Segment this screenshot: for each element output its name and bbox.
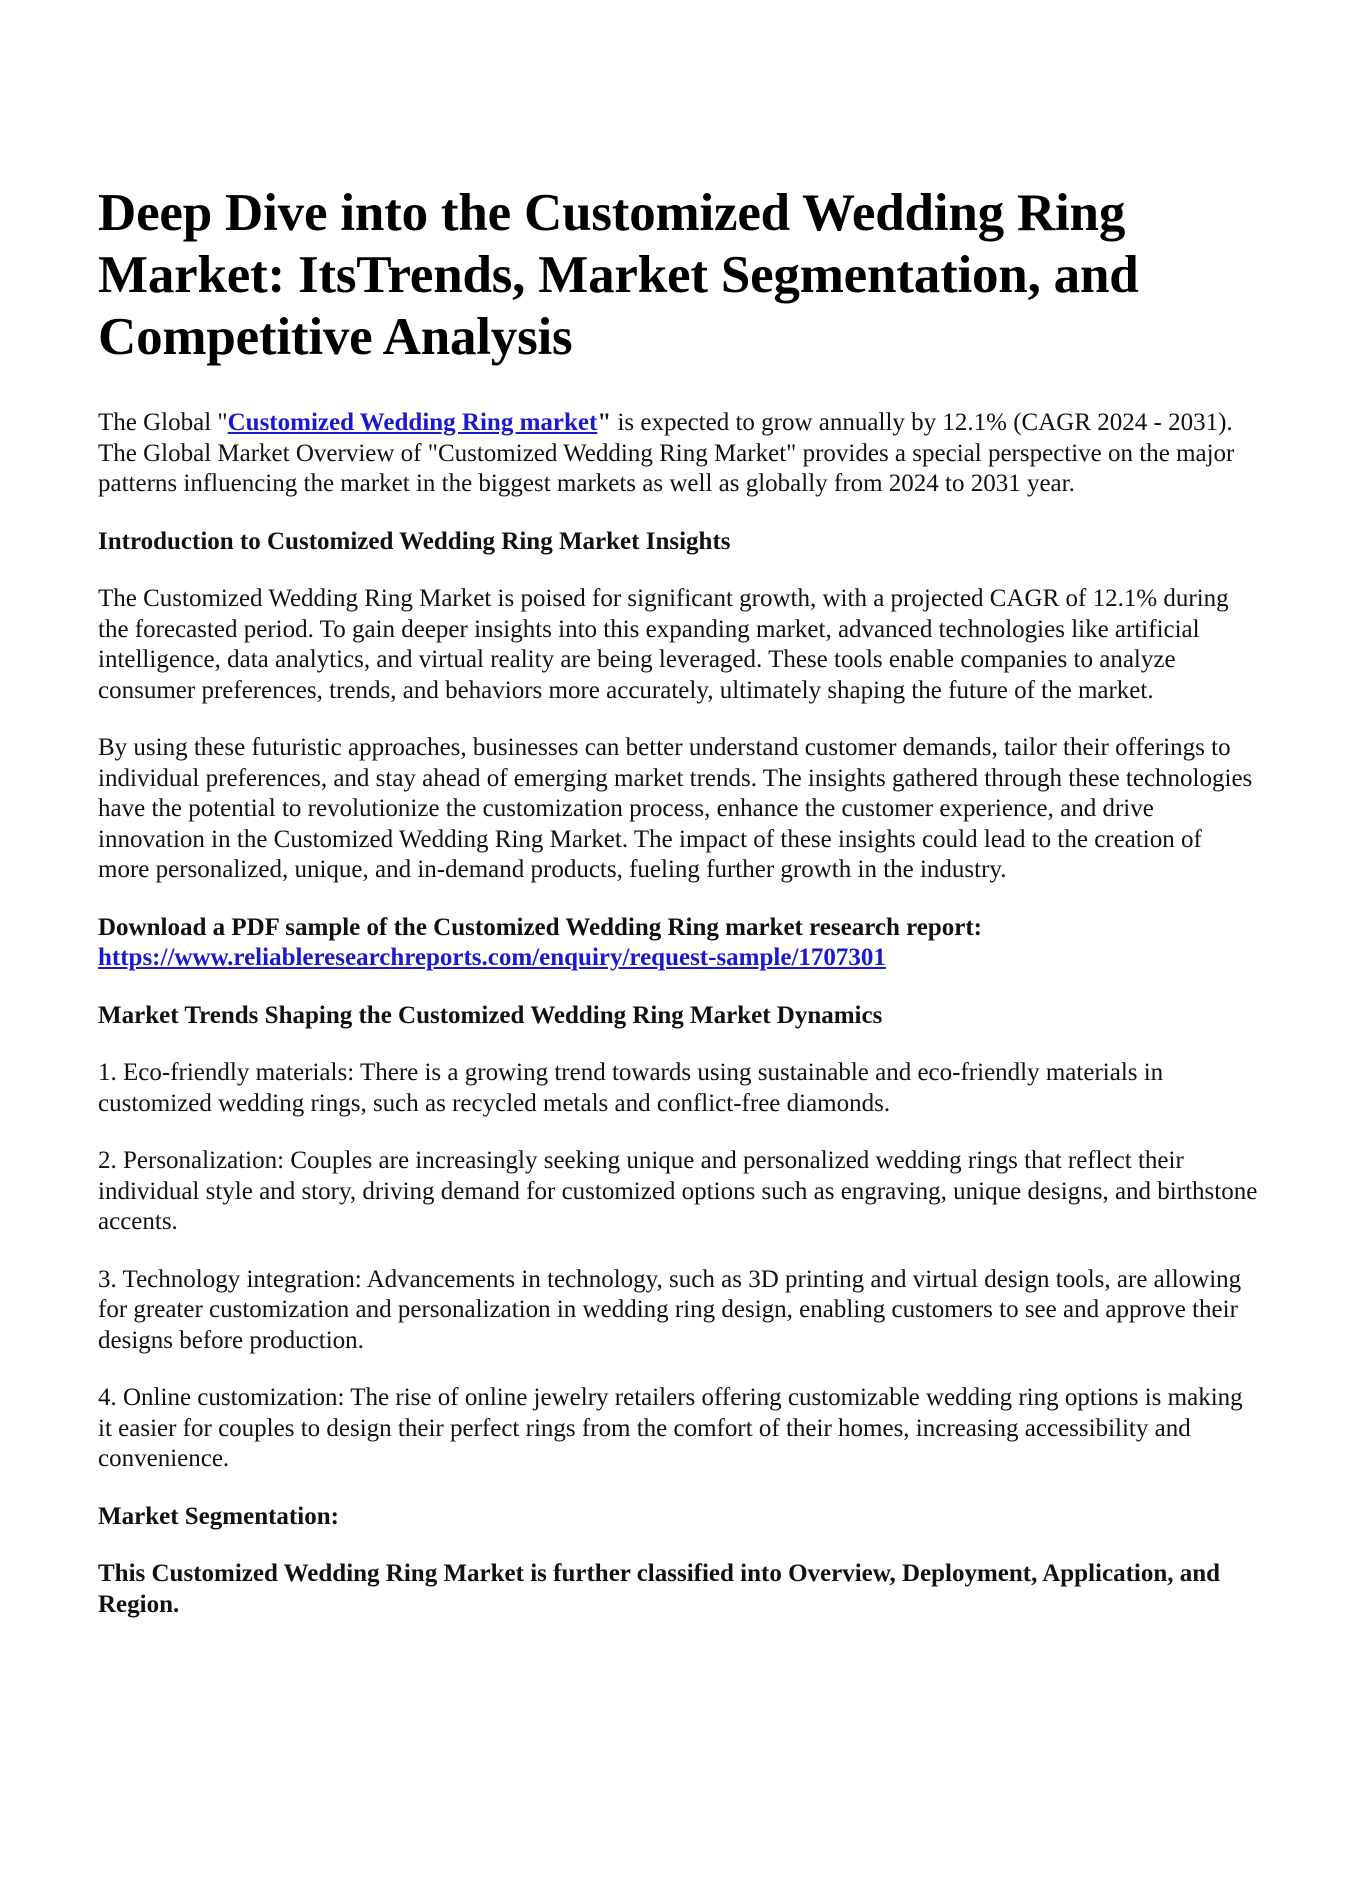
intro-quote-close: " bbox=[597, 409, 612, 436]
sample-report-link[interactable]: https://www.reliableresearchreports.com/enquiry/request-sample/1707301 bbox=[98, 944, 886, 971]
insights-paragraph-1: The Customized Wedding Ring Market is poised for significant growth, with a projected CAGR of 12.1% during the forecasted period. To gain deeper insights into this expanding market, advanced technologies like artificial intelligence, data analytics, and virtual reality are being leveraged. These tools enable companies to analyze consumer preferences, trends, and behaviors more accurately, ultimately shaping the future of the market. bbox=[98, 585, 1229, 704]
trend-item: 4. Online customization: The rise of online jewelry retailers offering customizable wedding ring options is making it easier for couples to design their perfect rings from the comfort of their homes, increasing accessibility and convenience. bbox=[98, 1384, 1243, 1472]
trend-item: 3. Technology integration: Advancements in technology, such as 3D printing and virtual design tools, are allowing for greater customization and personalization in wedding ring design, enabling customers to see and approve their designs before production. bbox=[98, 1265, 1242, 1354]
intro-suffix: is expected to grow annually by 12.1% (CAGR 2024 - 2031). The Global Market Overview of "Customized Wedding Ring Market" provides a special perspective on the major patterns influencing the market in the biggest markets as well as globally from 2024 to 2031 year. bbox=[98, 409, 1235, 497]
page-title: Deep Dive into the Customized Wedding Ring Market: ItsTrends, Market Segmentation, and Competitive Analysis bbox=[98, 184, 1139, 366]
intro-prefix: The Global " bbox=[98, 409, 228, 436]
insights-heading: Introduction to Customized Wedding Ring Market Insights bbox=[98, 527, 731, 555]
trends-heading: Market Trends Shaping the Customized Wedding Ring Market Dynamics bbox=[98, 1001, 883, 1029]
document-page bbox=[98, 182, 1258, 1647]
segmentation-heading: Market Segmentation: bbox=[98, 1502, 339, 1530]
insights-paragraph-2: By using these futuristic approaches, businesses can better understand customer demands, tailor their offerings to individual preferences, and stay ahead of emerging market trends. The insights gathered through these technologies have the potential to revolutionize the customization process, enhance the customer experience, and drive innovation in the Customized Wedding Ring Market. The impact of these insights could lead to the creation of more personalized, unique, and in-demand products, fueling further growth in the industry. bbox=[98, 734, 1253, 883]
intro-paragraph bbox=[98, 408, 1258, 500]
trend-item: 1. Eco-friendly materials: There is a growing trend towards using sustainable and eco-friendly materials in customized wedding rings, such as recycled metals and conflict-free diamonds. bbox=[98, 1059, 1164, 1117]
market-link[interactable]: Customized Wedding Ring market bbox=[227, 409, 598, 436]
trend-item: 2. Personalization: Couples are increasingly seeking unique and personalized wedding rings that reflect their individual style and story, driving demand for customized options such as engraving, unique designs, and birthstone accents. bbox=[98, 1147, 1258, 1235]
download-paragraph bbox=[98, 913, 1258, 974]
download-label: Download a PDF sample of the Customized Wedding Ring market research report: bbox=[98, 913, 982, 941]
segmentation-text: This Customized Wedding Ring Market is further classified into Overview, Deployment, Application, and Region. bbox=[98, 1560, 1221, 1618]
